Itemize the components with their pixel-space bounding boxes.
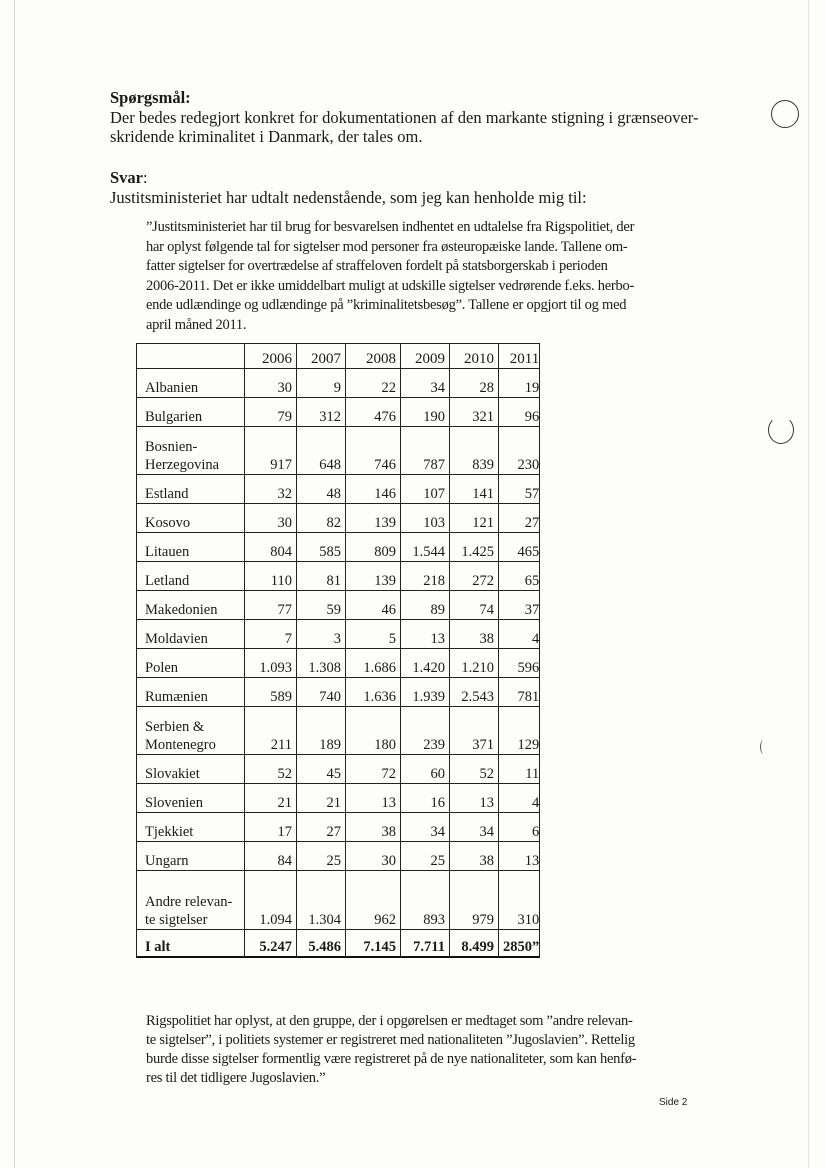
value-cell: 34 [401,369,450,398]
value-cell: 272 [450,562,499,591]
value-cell: 25 [297,842,346,871]
table-row [137,620,540,649]
value-cell: 979 [450,871,499,930]
country-name-line: Bulgarien [145,409,203,425]
country-name-line: Albanien [145,380,199,396]
value-cell: 21 [245,784,297,813]
value-cell: 893 [401,871,450,930]
value-cell: 74 [450,591,499,620]
value-cell: 13 [499,842,540,871]
value-cell: 48 [297,475,346,504]
value-cell: 65 [499,562,540,591]
table-row [137,649,540,678]
quote-line: ”Justitsministeriet har til brug for besvarelsen indhentet en udtalelse fra Rigspolitiet, der [146,219,635,235]
quote-line: april måned 2011. [146,316,247,333]
footnote-line: burde disse sigtelser formentlig være registreret på de nye nationaliteter, som kan henfø- [146,1051,637,1067]
question-line: Der bedes redegjort konkret for dokumentationen af den markante stigning i grænseover- [110,108,699,127]
value-cell: 4 [499,784,540,813]
year-header: 2010 [450,344,499,369]
country-name [137,533,245,562]
country-name-line: Litauen [145,544,190,560]
value-cell: 310 [499,871,540,930]
total-value-cell: 7.145 [346,930,401,958]
value-cell: 230 [499,427,540,475]
table-row [137,475,540,504]
value-cell: 189 [297,707,346,755]
value-cell: 4 [499,620,540,649]
value-cell: 371 [450,707,499,755]
value-cell: 27 [499,504,540,533]
value-cell: 3 [297,620,346,649]
country-name-line: Tjekkiet [145,824,194,840]
quote-line: har oplyst følgende tal for sigtelser mod personer fra østeuropæiske lande. Tallene om- [146,238,628,255]
value-cell: 121 [450,504,499,533]
country-name [137,842,245,871]
value-cell: 787 [401,427,450,475]
value-cell: 139 [346,504,401,533]
document-body [110,88,710,207]
value-cell: 25 [401,842,450,871]
value-cell: 5 [346,620,401,649]
punch-hole-mark [771,100,799,128]
value-cell: 1.304 [297,871,346,930]
table-row [137,871,540,930]
quoted-statement [146,218,666,335]
country-name [137,398,245,427]
value-cell: 22 [346,369,401,398]
value-cell: 218 [401,562,450,591]
year-header: 2008 [346,344,401,369]
value-cell: 79 [245,398,297,427]
table-row [137,562,540,591]
value-cell: 1.939 [401,678,450,707]
table-header-row [137,344,540,369]
country-name [137,871,245,930]
scan-edge-right [808,0,809,1168]
year-header: 2006 [245,344,297,369]
value-cell: 34 [401,813,450,842]
country-name-line: Serbien & [145,719,205,735]
country-name-line: Makedonien [145,602,218,618]
value-cell: 740 [297,678,346,707]
table-row [137,784,540,813]
year-header: 2007 [297,344,346,369]
header-corner [137,344,245,369]
country-name-line: Slovakiet [145,766,200,782]
value-cell: 648 [297,427,346,475]
total-row [137,930,540,958]
country-name-line: Rumænien [145,689,208,705]
quote-line: ende udlændinge og udlændinge på ”kriminalitetsbesøg”. Tallene er opgjort til og med [146,297,627,313]
value-cell: 30 [245,504,297,533]
value-cell: 21 [297,784,346,813]
country-name [137,707,245,755]
quote-line: 2006-2011. Det er ikke umiddelbart muligt at udskille sigtelser vedrørende f.eks. herbo- [146,277,635,294]
table-row [137,813,540,842]
table-row [137,755,540,784]
total-value-cell: 7.711 [401,930,450,958]
country-name [137,369,245,398]
country-name-line: te sigtelser [145,912,208,928]
value-cell: 13 [450,784,499,813]
value-cell: 1.544 [401,533,450,562]
value-cell: 38 [346,813,401,842]
total-label: I alt [137,930,245,958]
value-cell: 1.308 [297,649,346,678]
value-cell: 1.686 [346,649,401,678]
value-cell: 180 [346,707,401,755]
country-name-line: Ungarn [145,853,189,869]
country-name [137,755,245,784]
value-cell: 52 [245,755,297,784]
question-line: skridende kriminalitet i Danmark, der tales om. [110,127,423,146]
value-cell: 312 [297,398,346,427]
footnote-line: res til det tidligere Jugoslavien.” [146,1070,326,1086]
table-row [137,591,540,620]
value-cell: 1.210 [450,649,499,678]
country-name [137,620,245,649]
value-cell: 2.543 [450,678,499,707]
footnote-line: te sigtelser”, i politiets systemer er registreret med nationaliteten ”Jugoslavien”. Rettelig [146,1032,635,1048]
country-name [137,475,245,504]
value-cell: 77 [245,591,297,620]
value-cell: 17 [245,813,297,842]
scan-edge-left [14,0,15,1168]
answer-intro: Justitsministeriet har udtalt nedenstående, som jeg kan henholde mig til: [110,188,587,207]
country-name [137,504,245,533]
value-cell: 129 [499,707,540,755]
value-cell: 589 [245,678,297,707]
table-row [137,707,540,755]
value-cell: 585 [297,533,346,562]
value-cell: 96 [499,398,540,427]
value-cell: 962 [346,871,401,930]
page-number: Side 2 [659,1097,688,1108]
value-cell: 37 [499,591,540,620]
value-cell: 103 [401,504,450,533]
value-cell: 28 [450,369,499,398]
country-name-line: Montenegro [145,737,216,753]
value-cell: 45 [297,755,346,784]
country-name [137,562,245,591]
value-cell: 30 [245,369,297,398]
value-cell: 1.093 [245,649,297,678]
country-name-line: Letland [145,573,190,589]
value-cell: 38 [450,842,499,871]
question-heading: Spørgsmål: [110,88,191,107]
value-cell: 59 [297,591,346,620]
value-cell: 72 [346,755,401,784]
table-row [137,533,540,562]
value-cell: 1.094 [245,871,297,930]
value-cell: 917 [245,427,297,475]
value-cell: 30 [346,842,401,871]
table-row [137,678,540,707]
value-cell: 1.636 [346,678,401,707]
answer-heading: Svar: [110,168,148,187]
value-cell: 239 [401,707,450,755]
footnote [146,1012,666,1088]
country-name-line: Kosovo [145,515,191,531]
value-cell: 746 [346,427,401,475]
value-cell: 141 [450,475,499,504]
country-name [137,649,245,678]
value-cell: 38 [450,620,499,649]
value-cell: 32 [245,475,297,504]
value-cell: 809 [346,533,401,562]
year-header: 2009 [401,344,450,369]
value-cell: 16 [401,784,450,813]
punch-hole-mark [768,416,794,444]
value-cell: 1.420 [401,649,450,678]
value-cell: 89 [401,591,450,620]
total-value-cell: 5.247 [245,930,297,958]
value-cell: 57 [499,475,540,504]
value-cell: 81 [297,562,346,591]
country-name [137,813,245,842]
country-name-line: Bosnien- [145,439,198,455]
value-cell: 1.425 [450,533,499,562]
total-value-cell: 2850” [499,930,540,958]
country-name-line: Moldavien [145,631,208,647]
value-cell: 19 [499,369,540,398]
value-cell: 9 [297,369,346,398]
country-name-line: Slovenien [145,795,203,811]
country-name [137,427,245,475]
value-cell: 465 [499,533,540,562]
value-cell: 476 [346,398,401,427]
value-cell: 84 [245,842,297,871]
total-value-cell: 8.499 [450,930,499,958]
value-cell: 60 [401,755,450,784]
quote-line: fatter sigtelser for overtrædelse af straffeloven fordelt på statsborgerskab i perioden [146,258,608,274]
value-cell: 52 [450,755,499,784]
year-header: 2011 [499,344,540,369]
value-cell: 211 [245,707,297,755]
value-cell: 107 [401,475,450,504]
table-row [137,842,540,871]
country-name [137,784,245,813]
value-cell: 27 [297,813,346,842]
value-cell: 839 [450,427,499,475]
value-cell: 804 [245,533,297,562]
value-cell: 321 [450,398,499,427]
country-name-line: Herzegovina [145,457,220,473]
country-name-line: Andre relevan- [145,894,233,910]
value-cell: 82 [297,504,346,533]
table-row [137,504,540,533]
charges-table [136,343,540,958]
value-cell: 46 [346,591,401,620]
value-cell: 34 [450,813,499,842]
footnote-line: Rigspolitiet har oplyst, at den gruppe, der i opgørelsen er medtaget som ”andre relevan- [146,1013,633,1029]
table-row [137,398,540,427]
value-cell: 13 [401,620,450,649]
total-value-cell: 5.486 [297,930,346,958]
table-row [137,369,540,398]
value-cell: 781 [499,678,540,707]
value-cell: 596 [499,649,540,678]
value-cell: 139 [346,562,401,591]
scan-artifact [760,740,767,754]
value-cell: 110 [245,562,297,591]
value-cell: 13 [346,784,401,813]
value-cell: 190 [401,398,450,427]
table-row [137,427,540,475]
country-name [137,678,245,707]
value-cell: 6 [499,813,540,842]
value-cell: 146 [346,475,401,504]
country-name-line: Estland [145,486,189,502]
country-name [137,591,245,620]
country-name-line: Polen [145,660,179,676]
value-cell: 11 [499,755,540,784]
value-cell: 7 [245,620,297,649]
